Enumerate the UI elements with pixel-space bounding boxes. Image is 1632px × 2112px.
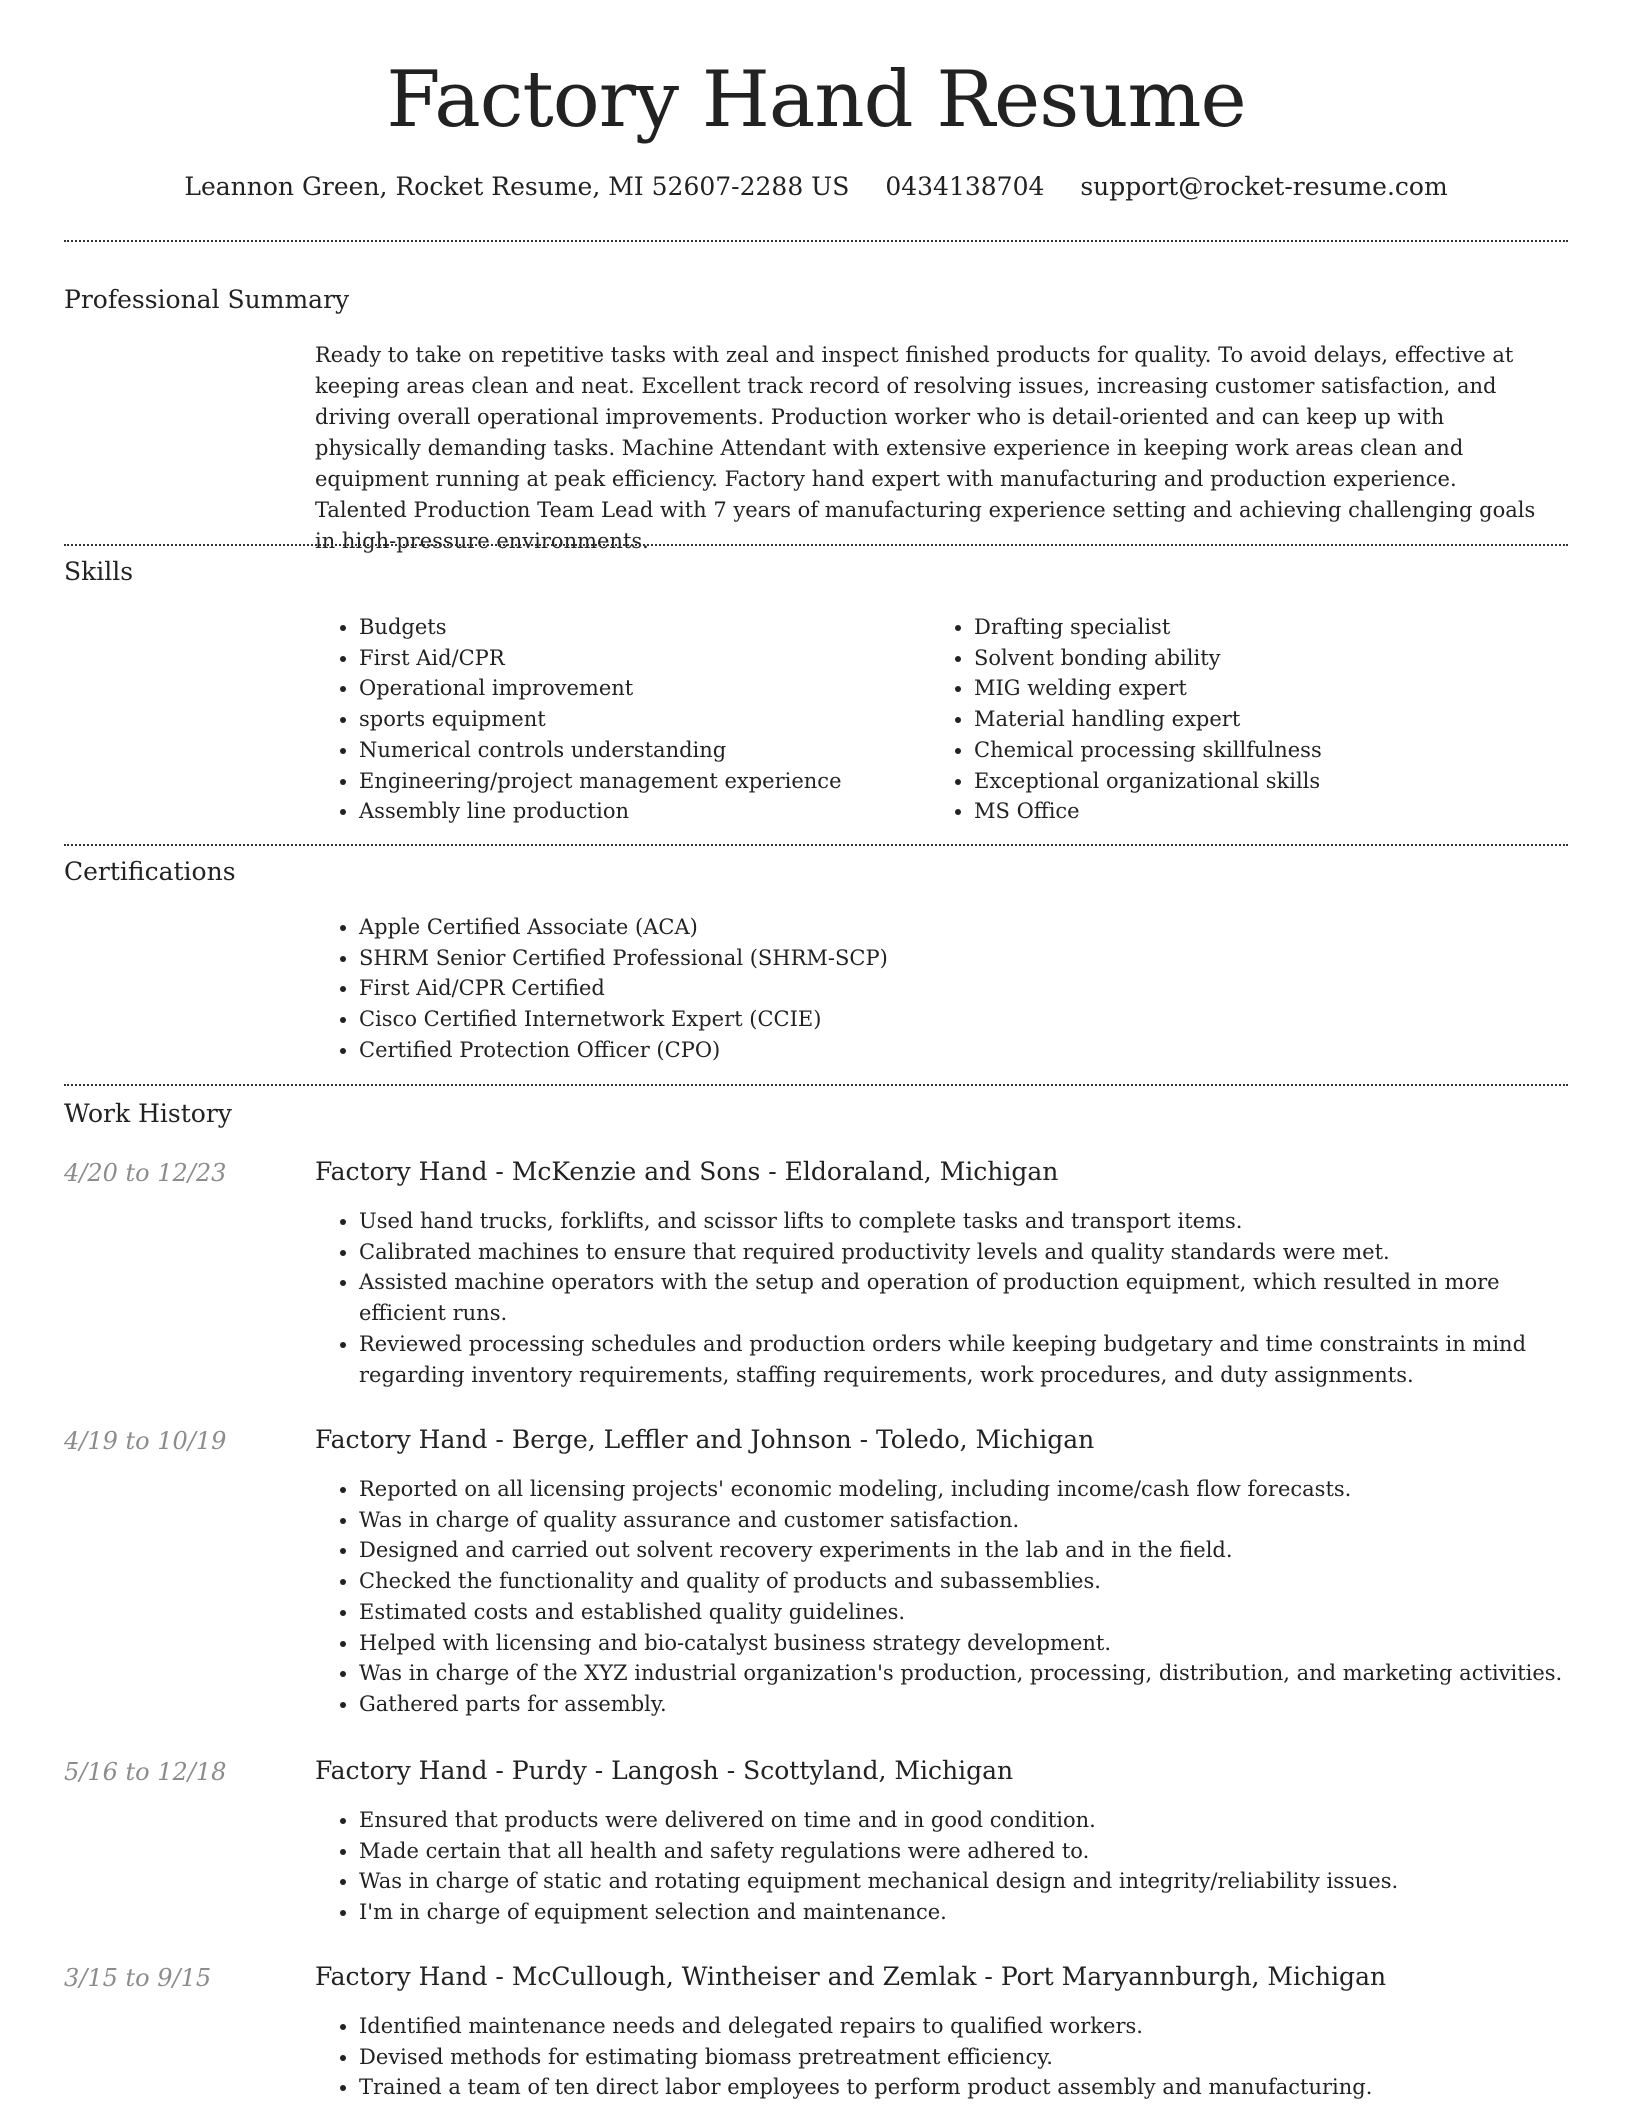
list-item: • Ensured that products were delivered on time and in good condition. <box>359 1805 1589 1836</box>
divider <box>64 844 1568 846</box>
job-bullets <box>315 1474 1589 1720</box>
list-item: • Estimated costs and established quality guidelines. <box>359 1597 1589 1628</box>
list-item: • Made certain that all health and safety regulations were adhered to. <box>359 1836 1589 1867</box>
list-item: • Trained a team of ten direct labor employees to perform product assembly and manufacturing. <box>359 2072 1589 2103</box>
certifications-list <box>315 912 1559 1066</box>
work-history-heading: Work History <box>64 1099 232 1128</box>
job-date: 4/19 to 10/19 <box>64 1427 227 1455</box>
list-item: • Identified maintenance needs and delegated repairs to qualified workers. <box>359 2011 1589 2042</box>
list-item: • Solvent bonding ability <box>974 643 1534 674</box>
job-date: 3/15 to 9/15 <box>64 1964 212 1992</box>
job-title: Factory Hand - Purdy - Langosh - Scottyland, Michigan <box>315 1756 1014 1785</box>
list-item: • sports equipment <box>359 704 919 735</box>
list-item: • First Aid/CPR <box>359 643 919 674</box>
list-item: • Numerical controls understanding <box>359 735 919 766</box>
list-item: • Drafting specialist <box>974 612 1534 643</box>
list-item: • Checked the functionality and quality of products and subassemblies. <box>359 1566 1589 1597</box>
resume-title: Factory Hand Resume <box>386 55 1246 145</box>
list-item: • Material handling expert <box>974 704 1534 735</box>
contact-email: support@rocket-resume.com <box>1080 172 1448 201</box>
list-item: • Engineering/project management experience <box>359 766 919 797</box>
skills-list-left <box>315 612 919 827</box>
list-item: • First Aid/CPR Certified <box>359 973 1559 1004</box>
contact-line <box>0 170 1632 204</box>
list-item: • Assembly line production <box>359 796 919 827</box>
summary-heading: Professional Summary <box>64 285 350 314</box>
list-item: • Calibrated machines to ensure that required productivity levels and quality standards were met. <box>359 1237 1589 1268</box>
list-item: • Was in charge of static and rotating equipment mechanical design and integrity/reliability issues. <box>359 1866 1589 1897</box>
list-item: • I'm in charge of equipment selection and maintenance. <box>359 1897 1589 1928</box>
list-item: • Cisco Certified Internetwork Expert (CCIE) <box>359 1004 1559 1035</box>
list-item: • Was in charge of quality assurance and customer satisfaction. <box>359 1505 1589 1536</box>
divider <box>64 240 1568 242</box>
divider <box>64 544 1568 546</box>
list-item: • MIG welding expert <box>974 673 1534 704</box>
job-title: Factory Hand - Berge, Leffler and Johnson - Toledo, Michigan <box>315 1425 1095 1454</box>
summary-text: Ready to take on repetitive tasks with zeal and inspect finished products for quality. To avoid delays, effective at keeping areas clean and neat. Excellent track record of resolving issues, increasing customer satisfaction, and driving overall operational improvements. Production worker who is detail-oriented and can keep up with physically demanding tasks. Machine Attendant with extensive experience in keeping work areas clean and equipment running at peak efficiency. Factory hand expert with manufacturing and production experience. Talented Production Team Lead with 7 years of manufacturing experience setting and achieving challenging goals in high-pressure environments. <box>315 343 1536 553</box>
contact-address: Leannon Green, Rocket Resume, MI 52607-2288 US <box>184 172 850 201</box>
list-item: • Reported on all licensing projects' economic modeling, including income/cash flow forecasts. <box>359 1474 1589 1505</box>
list-item: • Used hand trucks, forklifts, and scissor lifts to complete tasks and transport items. <box>359 1206 1589 1237</box>
skills-list-right <box>930 612 1534 827</box>
list-item: • Chemical processing skillfulness <box>974 735 1534 766</box>
list-item: • Exceptional organizational skills <box>974 766 1534 797</box>
job-bullets <box>315 1206 1589 1390</box>
contact-phone: 0434138704 <box>885 172 1045 201</box>
job-title: Factory Hand - McCullough, Wintheiser and Zemlak - Port Maryannburgh, Michigan <box>315 1962 1387 1991</box>
list-item: • Designed and carried out solvent recovery experiments in the lab and in the field. <box>359 1535 1589 1566</box>
list-item: • Gathered parts for assembly. <box>359 1689 1589 1720</box>
list-item: • Assisted machine operators with the setup and operation of production equipment, which resulted in more efficient runs. <box>359 1267 1589 1328</box>
job-date: 5/16 to 12/18 <box>64 1758 227 1786</box>
skills-heading: Skills <box>64 557 134 586</box>
job-bullets <box>315 1805 1589 1928</box>
job-title: Factory Hand - McKenzie and Sons - Eldoraland, Michigan <box>315 1157 1059 1186</box>
divider <box>64 1084 1568 1086</box>
list-item: • MS Office <box>974 796 1534 827</box>
list-item: • Was in charge of the XYZ industrial organization's production, processing, distribution, and marketing activities. <box>359 1658 1589 1689</box>
list-item: • Apple Certified Associate (ACA) <box>359 912 1559 943</box>
list-item: • Certified Protection Officer (CPO) <box>359 1035 1559 1066</box>
list-item: • Budgets <box>359 612 919 643</box>
certifications-heading: Certifications <box>64 857 236 886</box>
list-item: • Devised methods for estimating biomass pretreatment efficiency. <box>359 2042 1589 2073</box>
list-item: • Operational improvement <box>359 673 919 704</box>
job-date: 4/20 to 12/23 <box>64 1159 227 1187</box>
list-item: • Reviewed processing schedules and production orders while keeping budgetary and time constraints in mind regarding inventory requirements, staffing requirements, work procedures, and duty assignments. <box>359 1329 1589 1390</box>
list-item: • SHRM Senior Certified Professional (SHRM-SCP) <box>359 943 1559 974</box>
job-bullets <box>315 2011 1589 2103</box>
list-item: • Helped with licensing and bio-catalyst business strategy development. <box>359 1628 1589 1659</box>
